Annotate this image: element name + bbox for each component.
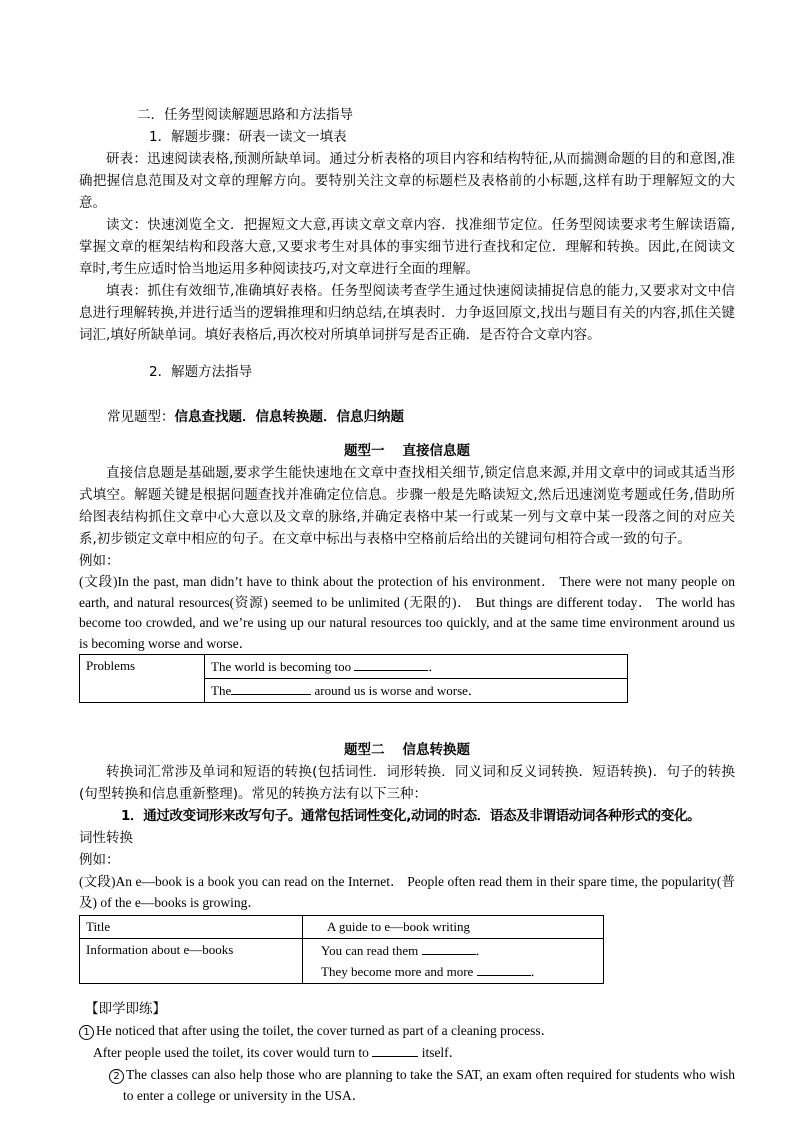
table2-title-value: A guide to e—book writing	[303, 916, 604, 939]
document-page	[79, 104, 735, 1106]
practice2: 2 The classes can also help those who are planning to take the SAT, an exam often required for students who wish to enter a college or university in the USA．	[109, 1064, 735, 1106]
example2-label: 例如：	[79, 852, 120, 868]
table1-label: Problems	[80, 655, 205, 703]
blank-field[interactable]	[372, 1042, 418, 1057]
type1-title-a: 题型一	[344, 443, 385, 459]
table2	[79, 915, 604, 984]
type2-title-b: 信息转换题	[402, 742, 470, 758]
paragraph-yanbiao: 研表：迅速阅读表格,预测所缺单词。通过分析表格的项目内容和结构特征,从而揣测命题的目的和意图,准确把握信息范围及对文章的理解方向。要特别关注文章的标题栏及表格前的小标题,这样有助于理解短文的大意。	[79, 151, 735, 211]
step1-heading: 1．解题步骤：研表一读文一填表	[149, 129, 347, 145]
section-heading: 二．任务型阅读解题思路和方法指导	[137, 107, 353, 123]
type1-paragraph: 直接信息题是基础题,要求学生能快速地在文章中查找相关细节,锁定信息来源,并用文章中的词或其适当形式填空。解题关键是根据问题查找并准确定位信息。步骤一般是先略读短文,然后迅速浏览考题或任务,借助所给图表结构抓住文章中心大意以及文章的脉络,并确定表格中某一行或某一列与文章中某一段落之间的对应关系,初步锁定文章中相应的句子。在文章中标出与表格中空格前后给出的关键词句相符合或一致的句子。	[79, 465, 735, 547]
table2-title-label: Title	[80, 916, 303, 939]
table2-row2: They become more and more ．	[321, 961, 597, 982]
common-types-value: 信息查找题．信息转换题．信息归纳题	[174, 409, 404, 425]
type2-title	[79, 739, 735, 761]
type2-point1: 1．通过改变词形来改写句子。通常包括词性变化,动词的时态．语态及非谓语动词各种形式的变化。	[121, 808, 701, 824]
blank-field[interactable]	[422, 940, 476, 955]
paragraph-tianbiao: 填表：抓住有效细节,准确填好表格。任务型阅读考查学生通过快速阅读捕捉信息的能力,又要求对文中信息进行理解转换,并进行适当的逻辑推理和归纳总结,在填表时．力争返回原文,找出与题目有关的内容,抓住关键词汇,填好所缺单词。填好表格后,再次校对所填单词拼写是否正确．是否符合文章内容。	[79, 283, 735, 343]
type2-paragraph: 转换词汇常涉及单词和短语的转换(包括词性．词形转换．同义词和反义词转换．短语转换)．句子的转换(句型转换和信息重新整理)。常见的转换方法有以下三种：	[79, 764, 735, 802]
example1-text: (文段)In the past, man didn’t have to think about the protection of his environment． There were not many people on earth, and natural resources(资源) seemed to be unlimited (无限的)． But things are different today． The world has become too crowded, and we’re using up our natural resources too quickly, and at the same time environment around us is becoming worse and worse．	[79, 574, 735, 651]
blank-field[interactable]	[477, 961, 531, 976]
circled-number: 2	[109, 1069, 124, 1084]
type1-title	[79, 440, 735, 462]
table2-row1: You can read them ．	[321, 940, 597, 961]
practice1-task: After people used the toilet, its cover would turn to itself．	[93, 1042, 735, 1064]
cixing-label: 词性转换	[79, 830, 133, 846]
practice1: 1 He noticed that after using the toilet, the cover turned as part of a cleaning process．	[79, 1020, 735, 1042]
example1-label: 例如：	[79, 553, 120, 569]
paragraph-duwen: 读文：快速浏览全文．把握短文大意,再读文章文章内容．找准细节定位。任务型阅读要求考生解读语篇,掌握文章的框架结构和段落大意,又要求考生对具体的事实细节进行查找和定位．理解和转换。因此,在阅读文章时,考生应适时恰当地运用多种阅读技巧,对文章进行全面的理解。	[79, 217, 735, 277]
table2-info-label: Information about e—books	[80, 939, 303, 984]
table1-row1: The world is becoming too ．	[205, 655, 628, 679]
practice-heading: 【即学即练】	[85, 1001, 166, 1017]
step2-heading: 2．解题方法指导	[149, 364, 253, 380]
blank-field[interactable]	[354, 656, 428, 671]
table1-row2: The around us is worse and worse．	[205, 679, 628, 703]
type2-title-a: 题型二	[344, 742, 385, 758]
table1	[79, 654, 628, 703]
example2-text: (文段)An e—book is a book you can read on the Internet． People often read them in their spare time, the popularity(普及) of the e—books is growing．	[79, 874, 735, 910]
circled-number: 1	[79, 1025, 94, 1040]
blank-field[interactable]	[231, 680, 311, 695]
type1-title-b: 直接信息题	[402, 443, 470, 459]
common-types-label: 常见题型：	[107, 409, 175, 425]
common-types	[107, 406, 735, 428]
table2-info-rows	[303, 939, 604, 984]
